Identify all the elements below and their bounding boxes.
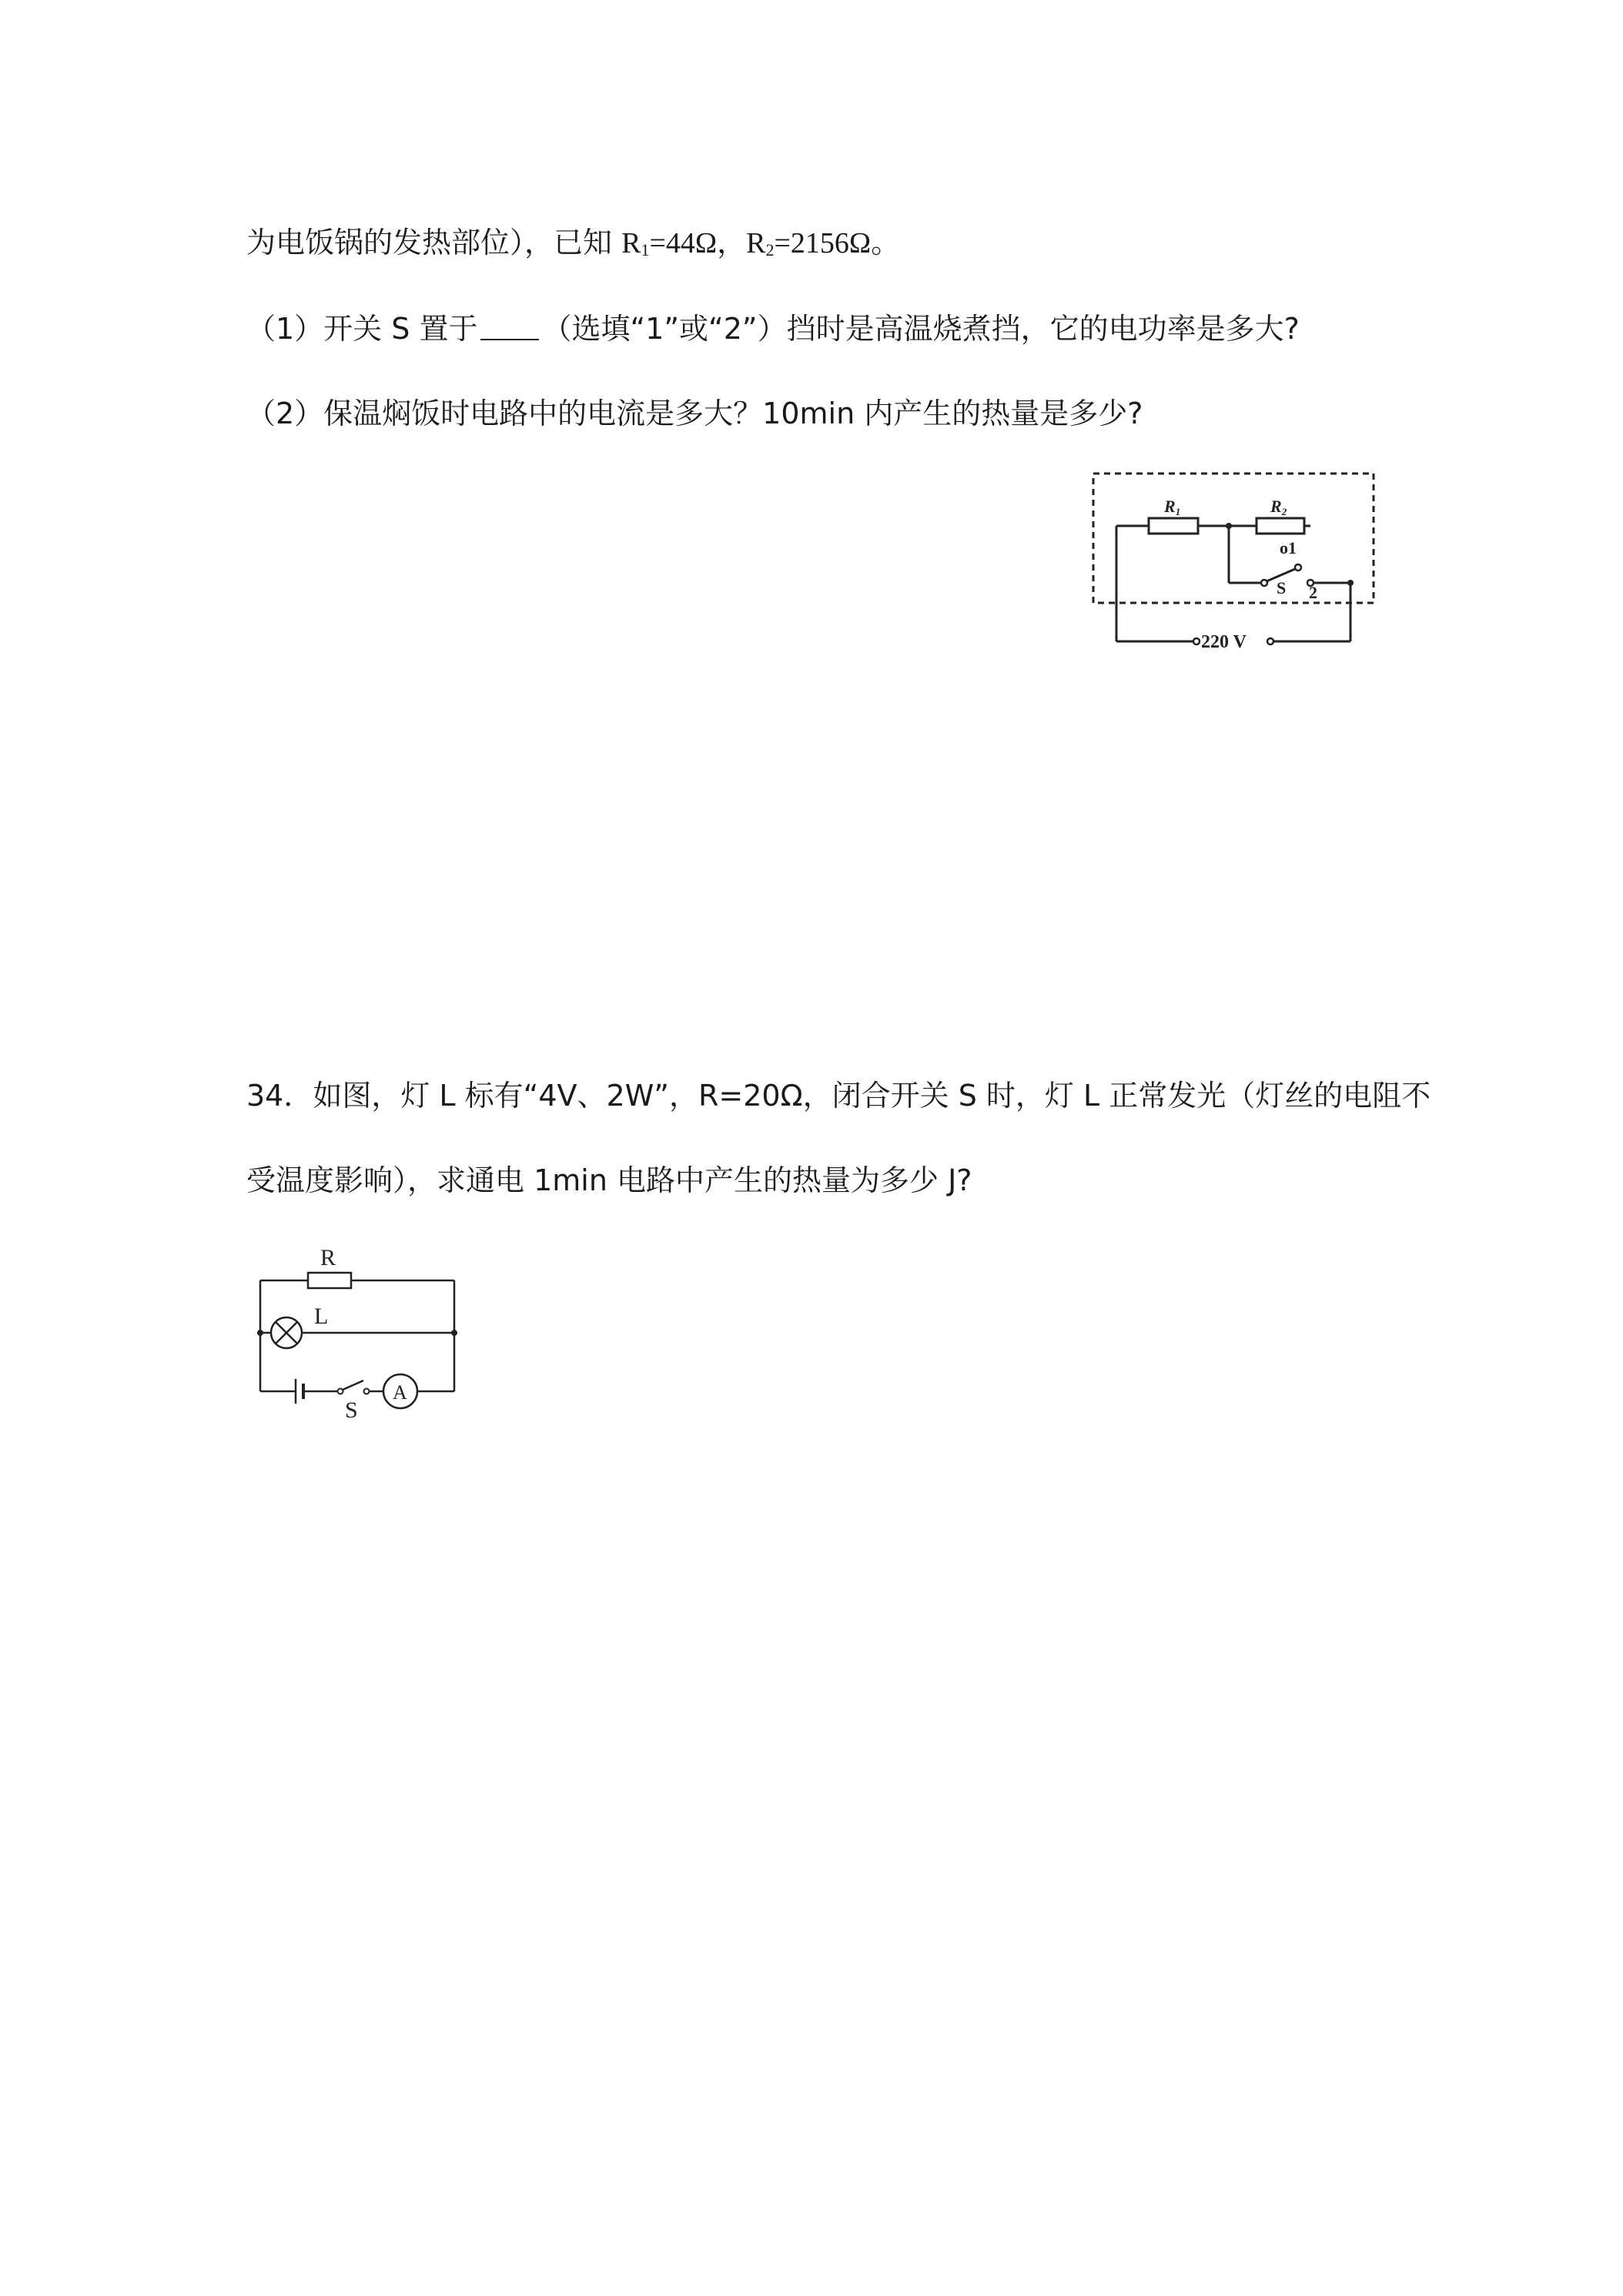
lamp-circuit-diagram: [246, 1236, 477, 1421]
rice-cooker-circuit-figure: [1078, 466, 1386, 658]
r2-symbol: R: [746, 227, 766, 259]
lamp-circuit-figure: [246, 1236, 477, 1421]
resistor-label: R: [320, 1245, 336, 1270]
q33-part1-suffix: （选填“1”或“2”）挡时是高温烧煮挡，它的电功率是多大?: [542, 312, 1300, 346]
switch-s: [343, 1381, 363, 1390]
q34-line2: [246, 1161, 972, 1200]
answer-blank: [480, 311, 539, 340]
r1-symbol: R: [621, 227, 641, 259]
ammeter-label: A: [393, 1381, 407, 1404]
switch-label-s: S: [345, 1397, 358, 1421]
q33-part1: [246, 310, 1300, 348]
contact1-label: o1: [1280, 538, 1297, 557]
r1-subscript: 1: [641, 240, 650, 259]
q34-text-line1: 34．如图，灯 L 标有“4V、2W”，R=20Ω，闭合开关 S 时，灯 L 正常发光（灯丝的电阻不: [246, 1079, 1431, 1113]
resistor-r: [308, 1273, 351, 1288]
contact2-label: 2: [1309, 583, 1317, 602]
r2-resistor: [1257, 518, 1304, 534]
contact-1: [1295, 564, 1301, 571]
q34-text-line2: 受温度影响），求通电 1min 电路中产生的热量为多少 J?: [246, 1163, 972, 1197]
q34-line1: [246, 1076, 1431, 1115]
r1-resistor: [1149, 518, 1198, 534]
switch-label: S: [1277, 578, 1287, 597]
q33-intro-text: 为电饭锅的发热部位），已知: [246, 226, 622, 259]
r2-subscript: 2: [765, 240, 775, 259]
r1-label: R1: [1164, 497, 1181, 517]
q33-intro-line: [246, 223, 900, 269]
q33-part2: [246, 394, 1143, 433]
rice-cooker-circuit-diagram: [1078, 466, 1386, 658]
lamp-label: L: [314, 1304, 329, 1329]
q33-part1-prefix: （1）开关 S 置于: [246, 312, 478, 346]
r1-value: =44Ω，: [649, 227, 747, 259]
r2-value: =2156Ω。: [774, 227, 901, 259]
q33-part2-text: （2）保温焖饭时电路中的电流是多大？10min 内产生的热量是多少?: [246, 397, 1143, 430]
voltage-label: 220 V: [1201, 632, 1247, 652]
r2-label: R2: [1270, 497, 1287, 517]
